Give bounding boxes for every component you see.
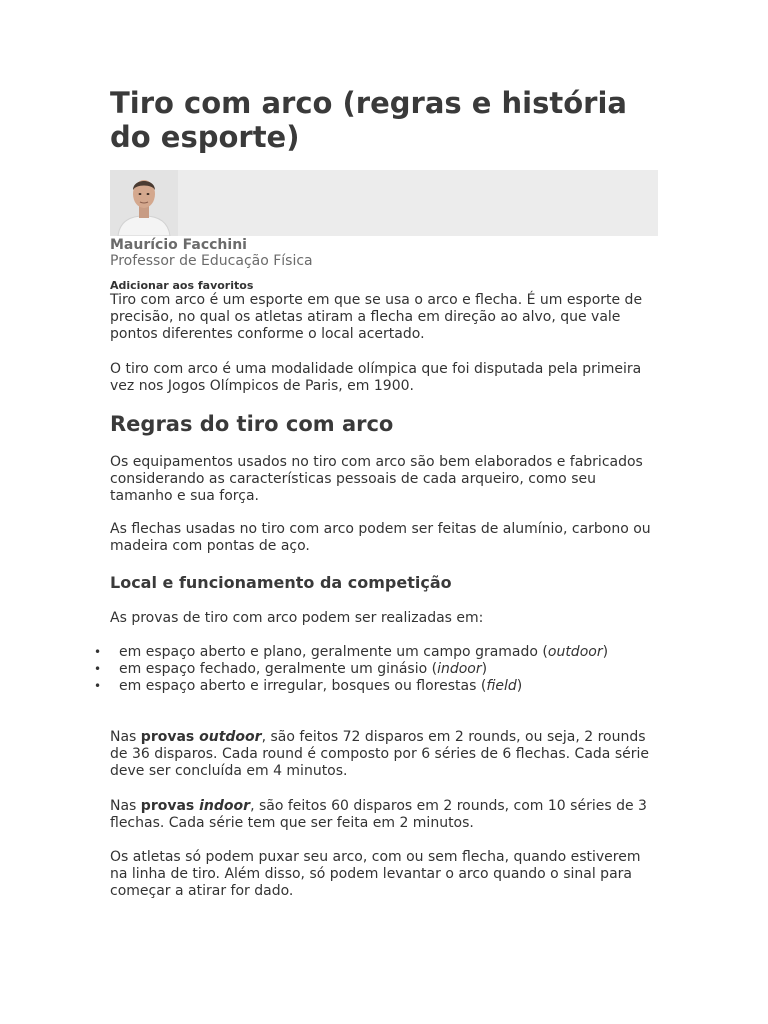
venue-term: field	[486, 678, 517, 694]
avatar-photo-icon	[110, 170, 178, 236]
venue-term: indoor	[437, 661, 482, 677]
author-name[interactable]: Maurício Facchini	[110, 237, 247, 253]
rules-paragraph-2: As flechas usadas no tiro com arco podem ser feitas de alumínio, carbono ou madeira com pontas de aço.	[110, 521, 651, 554]
venue-list	[94, 644, 654, 695]
list-item: • em espaço aberto e plano, geralmente um campo gramado (outdoor)	[94, 644, 654, 661]
rules-paragraph-1: Os equipamentos usados no tiro com arco são bem elaborados e fabricados considerando as características pessoais de cada arqueiro, como seu tamanho e sua força.	[110, 454, 643, 504]
intro-paragraph-2: O tiro com arco é uma modalidade olímpica que foi disputada pela primeira vez nos Jogos Olímpicos de Paris, em 1900.	[110, 361, 642, 394]
page-title: Tiro com arco (regras e história do esporte)	[110, 86, 627, 154]
competition-intro: As provas de tiro com arco podem ser realizadas em:	[110, 610, 484, 626]
avatar	[110, 170, 178, 236]
add-to-favorites-link[interactable]: Adicionar aos favoritos	[110, 279, 254, 292]
intro-paragraph-1: Tiro com arco é um esporte em que se usa o arco e flecha. É um esporte de precisão, no qual os atletas atiram a flecha em direção ao alvo, que vale pontos diferentes conforme o local acertado.	[110, 292, 643, 342]
author-bar	[110, 170, 658, 236]
list-item: • em espaço fechado, geralmente um ginásio (indoor)	[94, 661, 654, 678]
author-role: Professor de Educação Física	[110, 253, 313, 269]
final-paragraph: Os atletas só podem puxar seu arco, com ou sem flecha, quando estiverem na linha de tiro. Além disso, só podem levantar o arco quando o sinal para começar a atirar for dado.	[110, 849, 641, 899]
venue-term: outdoor	[547, 644, 603, 660]
rules-heading: Regras do tiro com arco	[110, 412, 394, 436]
indoor-paragraph: Nas provas indoor, são feitos 60 disparos em 2 rounds, com 10 séries de 3 flechas. Cada série tem que ser feita em 2 minutos.	[110, 798, 647, 831]
outdoor-paragraph: Nas provas outdoor, são feitos 72 disparos em 2 rounds, ou seja, 2 rounds de 36 disparos. Cada round é composto por 6 séries de 6 flechas. Cada série deve ser concluída em 4 minutos.	[110, 729, 649, 779]
competition-heading: Local e funcionamento da competição	[110, 573, 452, 592]
list-item: • em espaço aberto e irregular, bosques ou florestas (field)	[94, 678, 654, 695]
